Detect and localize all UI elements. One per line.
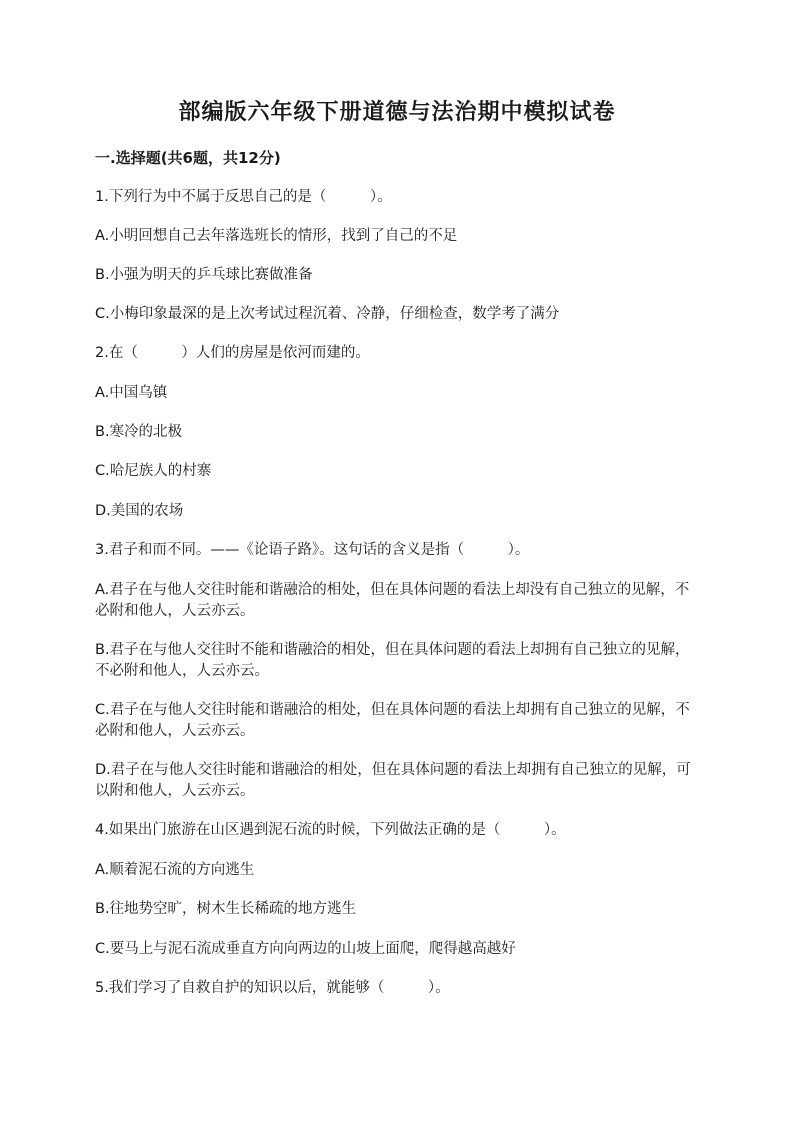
section-heading: 一.选择题(共6题，共12分): [95, 149, 281, 167]
question-2-option-c: C.哈尼族人的村寨: [95, 463, 212, 479]
question-2-option-a: A.中国乌镇: [95, 385, 168, 401]
question-4-option-a: A.顺着泥石流的方向逃生: [95, 862, 255, 878]
question-4-stem: 4.如果出门旅游在山区遇到泥石流的时候，下列做法正确的是（ ）。: [95, 822, 566, 838]
question-2-option-d: D.美国的农场: [95, 503, 184, 519]
question-4-option-c: C.要马上与泥石流成垂直方向向两边的山坡上面爬，爬得越高越好: [95, 941, 516, 957]
question-3-stem: 3.君子和而不同。——《论语子路》。这句话的含义是指（ ）。: [95, 542, 530, 558]
question-3-option-c: C.君子在与他人交往时能和谐融洽的相处，但在具体问题的看法上却拥有自己独立的见解，不必附和他人，人云亦云。: [95, 702, 690, 739]
question-2-stem: 2.在（ ）人们的房屋是依河而建的。: [95, 345, 370, 361]
question-3-option-b: B.君子在与他人交往时不能和谐融洽的相处，但在具体问题的看法上却拥有自己独立的见解，不必附和他人，人云亦云。: [95, 642, 690, 679]
question-5-stem: 5.我们学习了自救自护的知识以后，就能够（ ）。: [95, 980, 450, 996]
question-1-option-b: B.小强为明天的乒乓球比赛做准备: [95, 267, 313, 283]
question-3-option-d: D.君子在与他人交往时能和谐融洽的相处，但在具体问题的看法上却拥有自己独立的见解，可以附和他人，人云亦云。: [95, 762, 691, 799]
question-2-option-b: B.寒冷的北极: [95, 424, 183, 440]
question-1-option-a: A.小明回想自己去年落选班长的情形，找到了自己的不足: [95, 228, 458, 244]
question-3-option-a: A.君子在与他人交往时能和谐融洽的相处，但在具体问题的看法上却没有自己独立的见解，不必附和他人，人云亦云。: [95, 582, 690, 619]
page-title: 部编版六年级下册道德与法治期中模拟试卷: [178, 99, 616, 125]
question-1-option-c: C.小梅印象最深的是上次考试过程沉着、冷静，仔细检查，数学考了满分: [95, 306, 560, 322]
question-1-stem: 1.下列行为中不属于反思自己的是（ ）。: [95, 189, 392, 205]
question-4-option-b: B.往地势空旷，树木生长稀疏的地方逃生: [95, 901, 357, 917]
